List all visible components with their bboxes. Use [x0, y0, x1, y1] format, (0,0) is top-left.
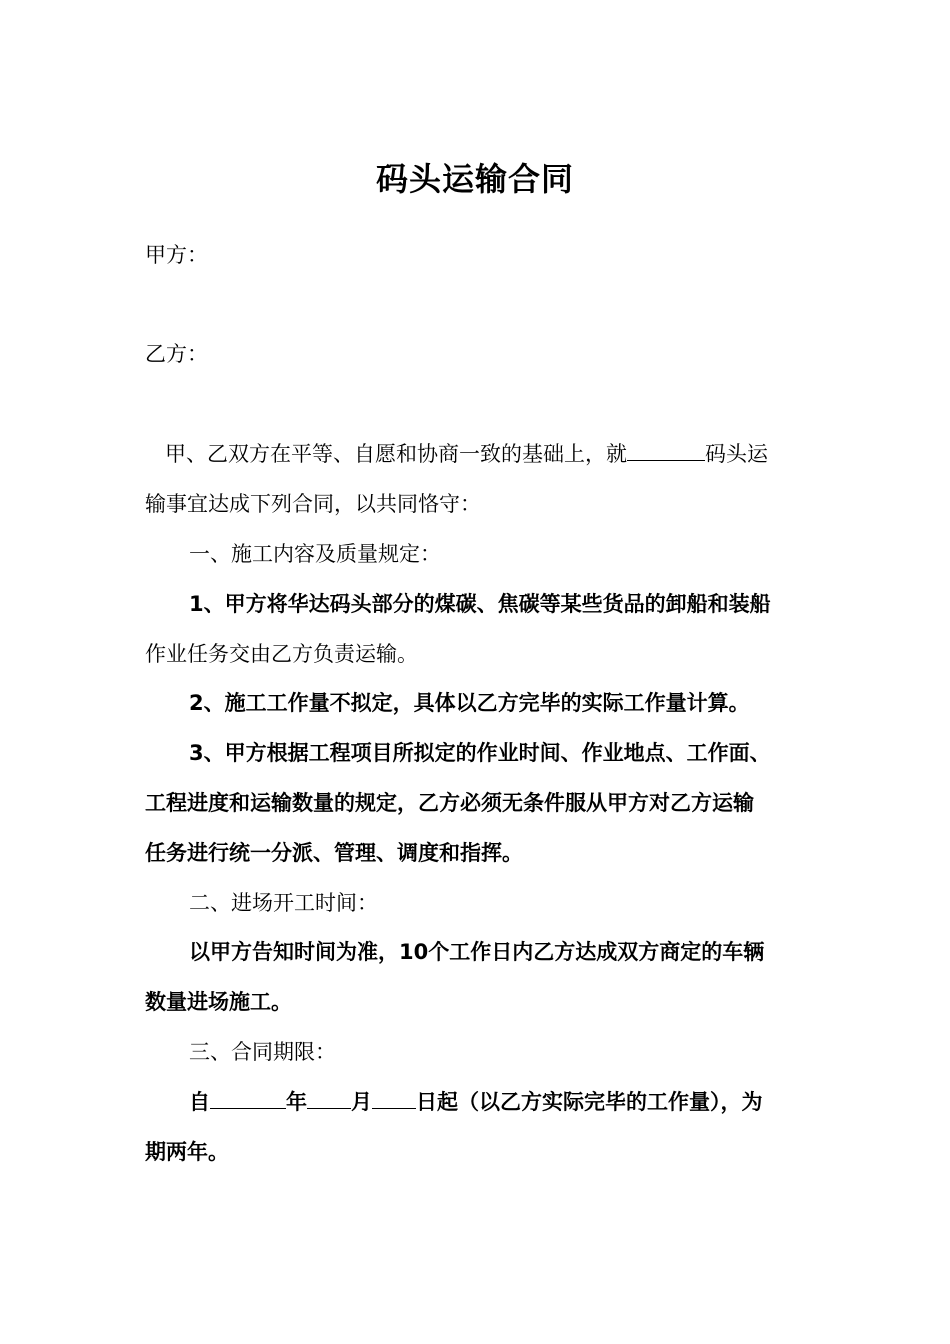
section2-text-line1: 以甲方告知时间为准，10个工作日内乙方达成双方商定的车辆 — [189, 940, 765, 964]
term-from: 自 — [189, 1090, 210, 1114]
section1-heading: 一、施工内容及质量规定： — [189, 542, 441, 566]
section1-item1-line2: 作业任务交由乙方负责运输。 — [145, 642, 418, 666]
party-b-label: 乙方： — [145, 342, 208, 366]
section1-item2: 2、施工工作量不拟定，具体以乙方完毕的实际工作量计算。 — [189, 691, 750, 715]
section1-item1-line1: 1、甲方将华达码头部分的煤碳、焦碳等某些货品的卸船和装船 — [189, 592, 771, 616]
intro-line-1 — [145, 439, 810, 469]
intro-line-2: 输事宜达成下列合同，以共同恪守： — [145, 492, 481, 516]
year-blank — [210, 1088, 286, 1109]
section2-heading: 二、进场开工时间： — [189, 891, 378, 915]
day-blank — [372, 1088, 416, 1109]
month-blank — [307, 1088, 351, 1109]
term-rest: 日起（以乙方实际完毕的工作量），为 — [416, 1090, 763, 1114]
document-title: 码头运输合同 — [375, 160, 574, 198]
section1-item3-line2: 工程进度和运输数量的规定，乙方必须无条件服从甲方对乙方运输 — [145, 791, 754, 815]
party-a-label: 甲方： — [145, 243, 208, 267]
intro-blank — [627, 440, 705, 461]
intro-text-2: 码头运 — [705, 442, 768, 466]
section1-item3-line1: 3、甲方根据工程项目所拟定的作业时间、作业地点、工作面、 — [189, 741, 771, 765]
section3-term-line2: 期两年。 — [145, 1140, 229, 1164]
section2-text-line2: 数量进场施工。 — [145, 990, 292, 1014]
section3-heading: 三、合同期限： — [189, 1040, 336, 1064]
intro-text-1: 甲、乙双方在平等、自愿和协商一致的基础上，就 — [165, 442, 627, 466]
term-month: 月 — [351, 1090, 372, 1114]
section3-term-line1 — [145, 1087, 810, 1117]
section1-item3-line3: 任务进行统一分派、管理、调度和指挥。 — [145, 841, 523, 865]
term-year: 年 — [286, 1090, 307, 1114]
